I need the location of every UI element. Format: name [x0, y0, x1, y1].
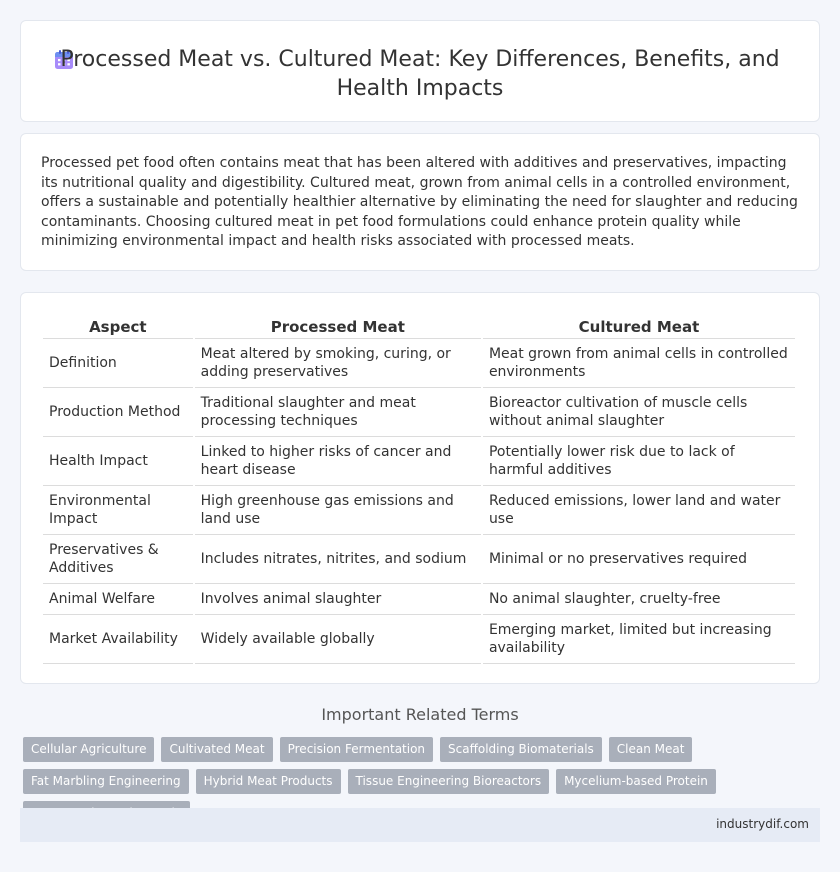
table-cell: Environmental Impact — [43, 486, 193, 535]
table-cell: High greenhouse gas emissions and land use — [195, 486, 481, 535]
tag-fat-marbling-engineering[interactable]: Fat Marbling Engineering — [23, 769, 189, 794]
footer-site-link[interactable]: industrydif.com — [716, 817, 809, 831]
table-cell: Preservatives & Additives — [43, 535, 193, 584]
table-cell: Potentially lower risk due to lack of harmful additives — [483, 437, 795, 486]
table-cell: No animal slaughter, cruelty-free — [483, 584, 795, 615]
table-cell: Reduced emissions, lower land and water use — [483, 486, 795, 535]
table-row — [43, 535, 795, 584]
tag-cellular-agriculture[interactable]: Cellular Agriculture — [23, 737, 154, 762]
table-row — [43, 388, 795, 437]
table-cell: Bioreactor cultivation of muscle cells without animal slaughter — [483, 388, 795, 437]
tag-scaffolding-biomaterials[interactable]: Scaffolding Biomaterials — [440, 737, 602, 762]
tag-tissue-engineering-bioreactors[interactable]: Tissue Engineering Bioreactors — [348, 769, 550, 794]
table-cell: Animal Welfare — [43, 584, 193, 615]
table-cell: Minimal or no preservatives required — [483, 535, 795, 584]
table-cell: Emerging market, limited but increasing availability — [483, 615, 795, 664]
tag-clean-meat[interactable]: Clean Meat — [609, 737, 693, 762]
table-row — [43, 486, 795, 535]
tag-hybrid-meat-products[interactable]: Hybrid Meat Products — [196, 769, 341, 794]
table-cell: Traditional slaughter and meat processing techniques — [195, 388, 481, 437]
table-header-row — [43, 315, 795, 339]
table-row — [43, 339, 795, 388]
table-cell: Definition — [43, 339, 193, 388]
tag-cultivated-meat[interactable]: Cultivated Meat — [161, 737, 272, 762]
title-card — [20, 20, 820, 122]
table-cell: Production Method — [43, 388, 193, 437]
tag-mycelium-based-protein[interactable]: Mycelium-based Protein — [556, 769, 716, 794]
column-header: Aspect — [43, 315, 193, 339]
table-cell: Involves animal slaughter — [195, 584, 481, 615]
intro-card — [20, 133, 820, 271]
column-header: Processed Meat — [195, 315, 481, 339]
table-row — [43, 615, 795, 664]
table-cell: Health Impact — [43, 437, 193, 486]
comparison-card — [20, 292, 820, 684]
table-cell: Linked to higher risks of cancer and heart disease — [195, 437, 481, 486]
footer — [20, 808, 820, 842]
table-row — [43, 584, 795, 615]
page-title: Processed Meat vs. Cultured Meat: Key Differences, Benefits, and Health Impacts — [60, 47, 780, 101]
column-header: Cultured Meat — [483, 315, 795, 339]
comparison-table — [41, 315, 797, 664]
table-cell: Includes nitrates, nitrites, and sodium — [195, 535, 481, 584]
tag-precision-fermentation[interactable]: Precision Fermentation — [280, 737, 433, 762]
table-cell: Meat altered by smoking, curing, or adding preservatives — [195, 339, 481, 388]
table-cell: Widely available globally — [195, 615, 481, 664]
intro-paragraph: Processed pet food often contains meat that has been altered with additives and preservatives, impacting its nutritional quality and digestibility. Cultured meat, grown from animal cells in a controlled environment, offers a sustainable and potentially healthier alternative by eliminating the need for slaughter and reducing contaminants. Choosing cultured meat in pet food formulations could enhance protein quality while minimizing environmental impact and health risks associated with processed meats. — [41, 155, 798, 249]
table-cell: Market Availability — [43, 615, 193, 664]
table-cell: Meat grown from animal cells in controlled environments — [483, 339, 795, 388]
table-row — [43, 437, 795, 486]
related-terms-heading: Important Related Terms — [321, 705, 519, 724]
